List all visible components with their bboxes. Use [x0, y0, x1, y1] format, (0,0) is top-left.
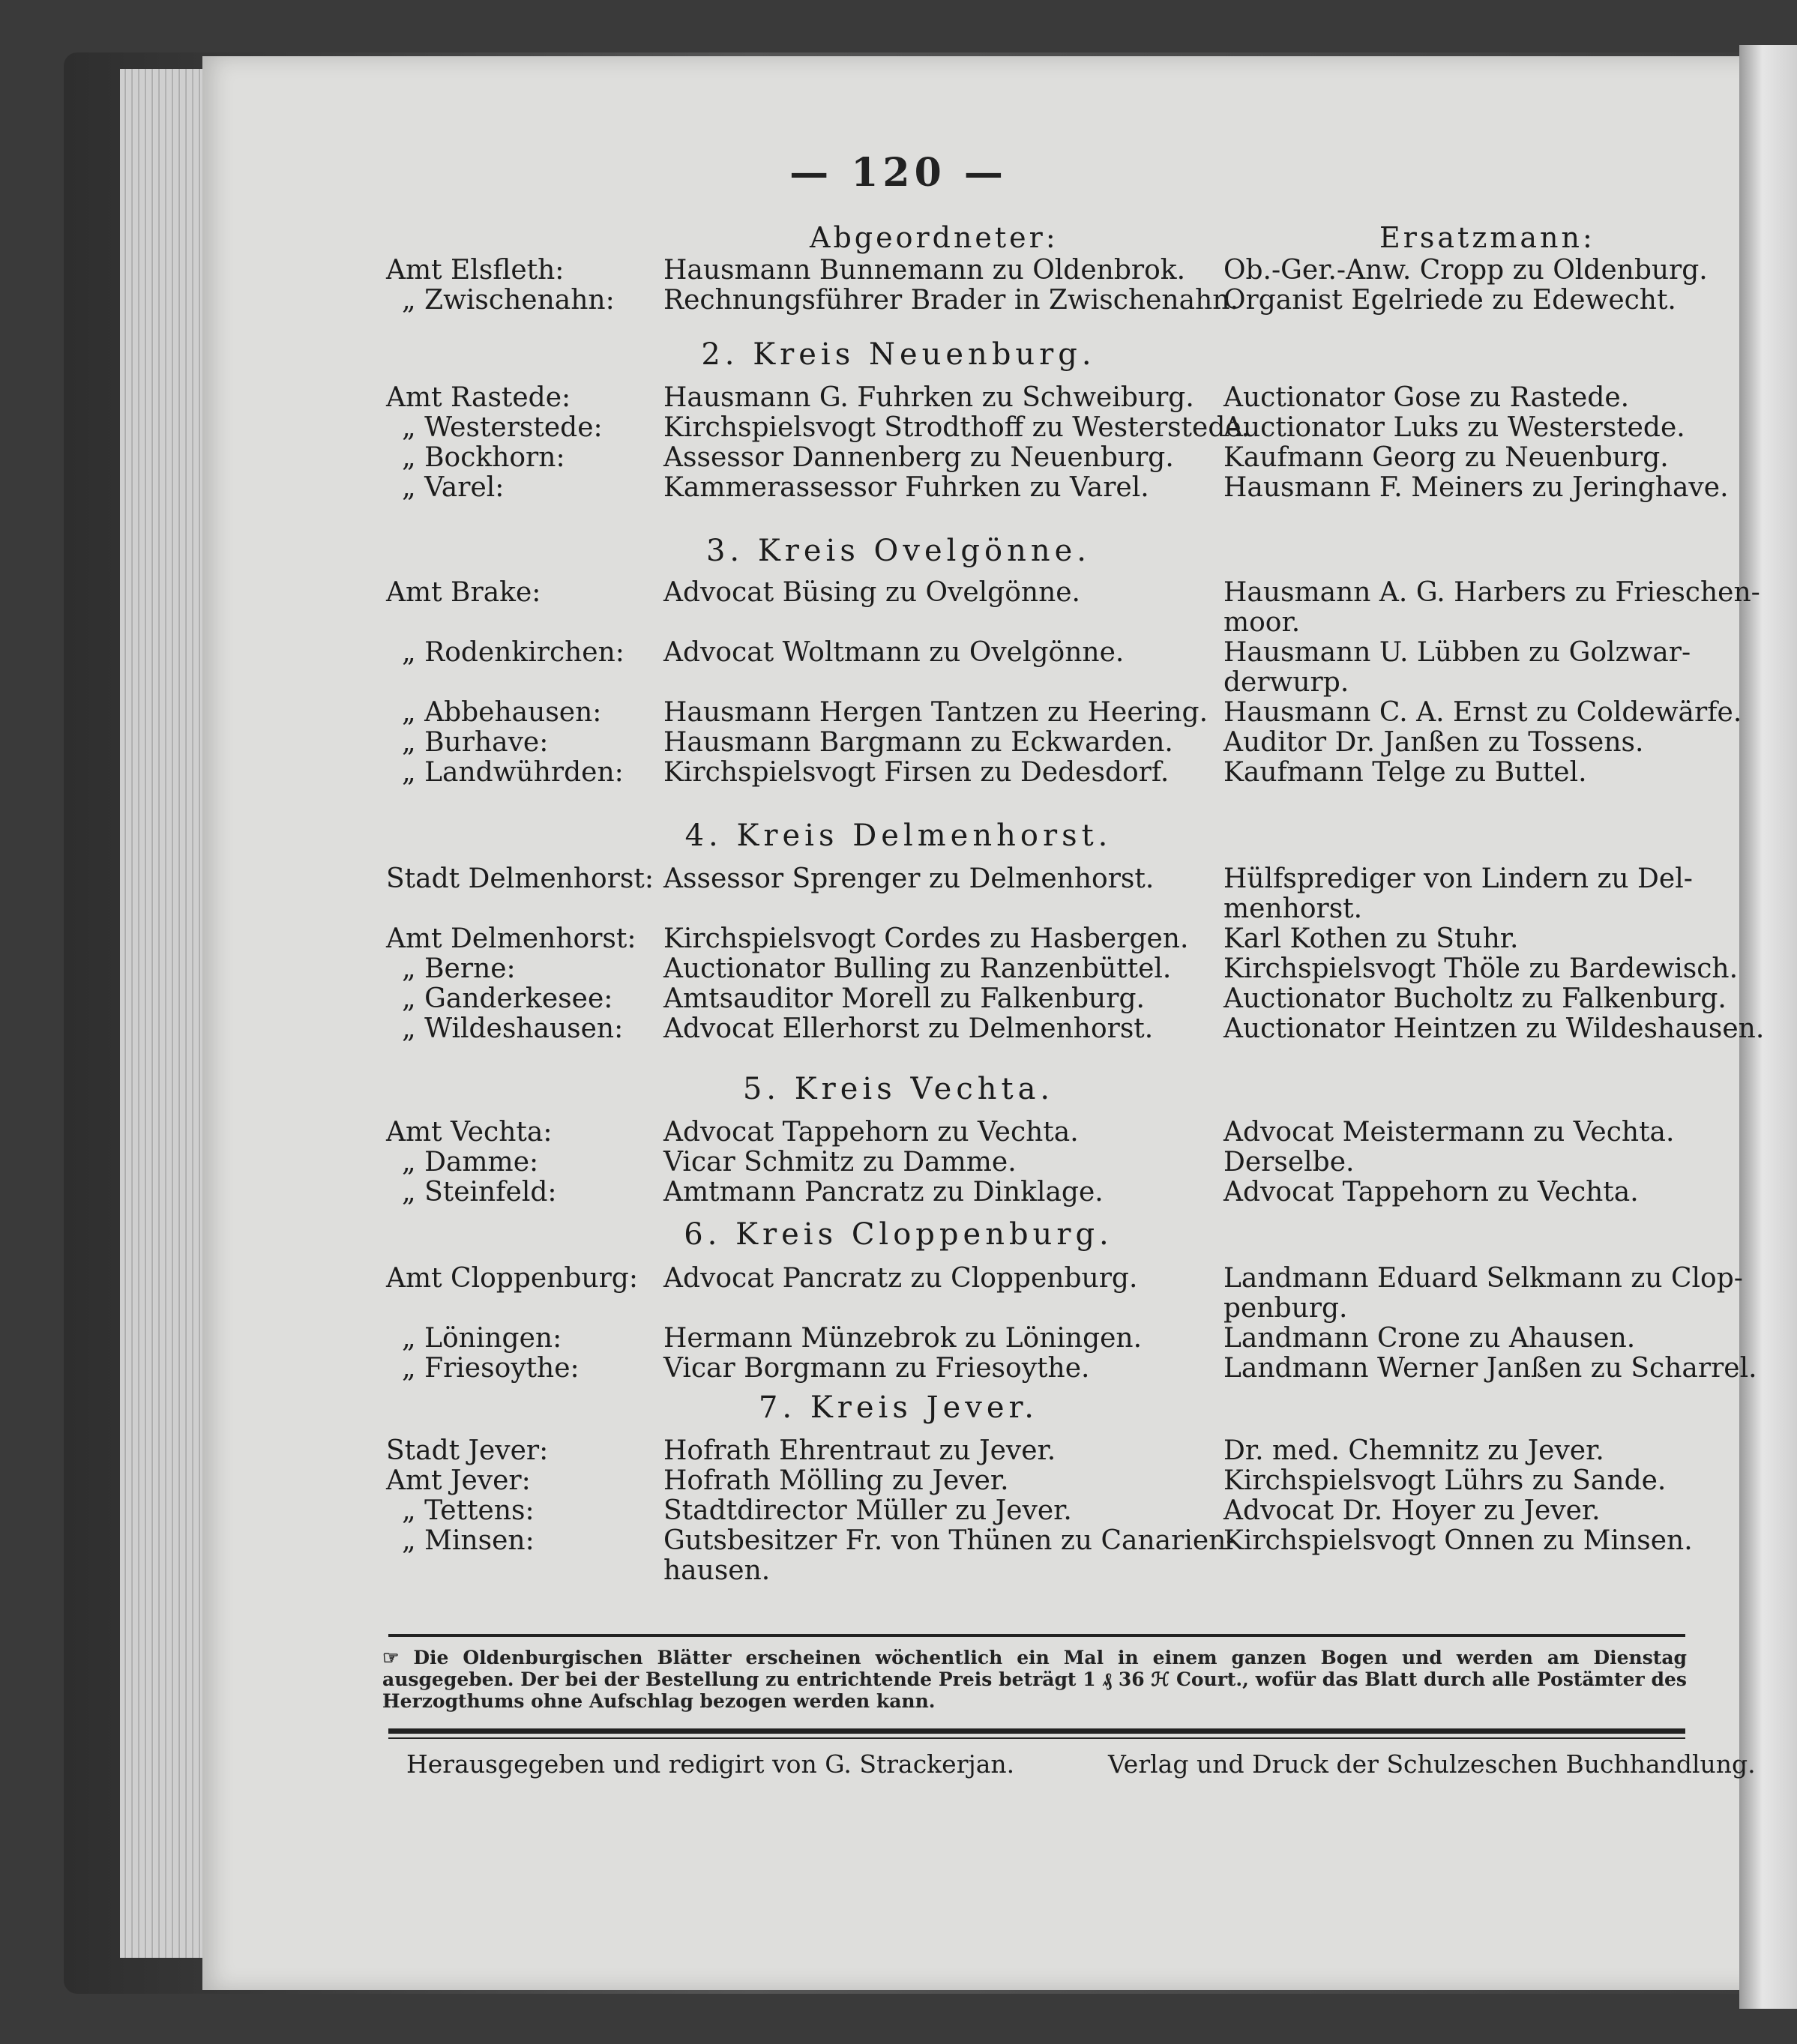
divider-rule-thick [388, 1728, 1685, 1734]
place-name: Stadt Jever: [386, 1435, 549, 1466]
place-name: „ Abbehausen: [402, 697, 602, 728]
substitute-name: Derselbe. [1223, 1147, 1355, 1178]
substitute-name: Kirchspielsvogt Onnen zu Minsen. [1223, 1525, 1693, 1556]
place-name: Amt Jever: [386, 1465, 531, 1496]
delegate-name: Kirchspielsvogt Cordes zu Hasbergen. [663, 923, 1189, 954]
substitute-name-cont: penburg. [1223, 1293, 1348, 1324]
divider-rule [388, 1634, 1685, 1637]
delegate-name: Advocat Pancratz zu Cloppenburg. [663, 1263, 1138, 1294]
substitute-name: Ob.-Ger.-Anw. Cropp zu Oldenburg. [1223, 255, 1708, 286]
substitute-name: Advocat Tappehorn zu Vechta. [1223, 1177, 1639, 1208]
delegate-name: Hermann Münzebrok zu Löningen. [663, 1323, 1143, 1354]
delegate-name: Hausmann G. Fuhrken zu Schweiburg. [663, 382, 1194, 413]
place-name: „ Rodenkirchen: [402, 637, 624, 668]
substitute-name: Auctionator Luks zu Westerstede. [1223, 412, 1685, 443]
header-delegate: Abgeordneter: [810, 221, 1059, 254]
place-name: Amt Cloppenburg: [386, 1263, 638, 1294]
substitute-name: Advocat Dr. Hoyer zu Jever. [1223, 1495, 1601, 1526]
place-name: „ Burhave: [402, 727, 549, 758]
substitute-name-cont: moor. [1223, 607, 1301, 638]
substitute-name: Hausmann A. G. Harbers zu Frieschen- [1223, 577, 1760, 608]
delegate-name: Hausmann Bunnemann zu Oldenbrok. [663, 255, 1186, 286]
substitute-name: Kirchspielsvogt Thöle zu Bardewisch. [1223, 953, 1739, 984]
delegate-name: Kirchspielsvogt Firsen zu Dedesdorf. [663, 757, 1170, 788]
substitute-name: Landmann Werner Janßen zu Scharrel. [1223, 1353, 1757, 1384]
substitute-name: Karl Kothen zu Stuhr. [1223, 923, 1519, 954]
delegate-name: Advocat Tappehorn zu Vechta. [663, 1117, 1079, 1148]
delegate-name: Hofrath Mölling zu Jever. [663, 1465, 1009, 1496]
imprint-editor: Herausgegeben und redigirt von G. Strackerjan. [406, 1749, 1015, 1779]
substitute-name: Hausmann C. A. Ernst zu Coldewärfe. [1223, 697, 1742, 728]
delegate-name: Amtsauditor Morell zu Falkenburg. [663, 983, 1145, 1014]
delegate-name: Kirchspielsvogt Strodthoff zu Westerstede. [663, 412, 1250, 443]
substitute-name: Organist Egelriede zu Edewecht. [1223, 285, 1676, 316]
delegate-name: Amtmann Pancratz zu Dinklage. [663, 1177, 1104, 1208]
place-name: Amt Brake: [386, 577, 541, 608]
substitute-name: Dr. med. Chemnitz zu Jever. [1223, 1435, 1604, 1466]
section-title: 2. Kreis Neuenburg. [701, 337, 1096, 372]
substitute-name: Kaufmann Georg zu Neuenburg. [1223, 442, 1669, 473]
substitute-name: Landmann Eduard Selkmann zu Clop- [1223, 1263, 1743, 1294]
delegate-name-cont: hausen. [663, 1555, 771, 1586]
delegate-name: Assessor Sprenger zu Delmenhorst. [663, 863, 1155, 894]
place-name: Stadt Delmenhorst: [386, 863, 654, 894]
header-substitute: Ersatzmann: [1379, 221, 1595, 254]
place-name: „ Steinfeld: [402, 1177, 557, 1208]
delegate-name: Hausmann Hergen Tantzen zu Heering. [663, 697, 1208, 728]
place-name: „ Wildeshausen: [402, 1013, 624, 1044]
imprint-publisher: Verlag und Druck der Schulzeschen Buchhandlung. [1108, 1749, 1756, 1779]
substitute-name: Advocat Meistermann zu Vechta. [1223, 1117, 1675, 1148]
delegate-name: Auctionator Bulling zu Ranzenbüttel. [663, 953, 1172, 984]
substitute-name: Hausmann F. Meiners zu Jeringhave. [1223, 472, 1729, 503]
place-name: „ Ganderkesee: [402, 983, 613, 1014]
substitute-name: Hausmann U. Lübben zu Golzwar- [1223, 637, 1691, 668]
place-name: „ Varel: [402, 472, 505, 503]
place-name: „ Minsen: [402, 1525, 535, 1556]
place-name: „ Tettens: [402, 1495, 535, 1526]
substitute-name: Kaufmann Telge zu Buttel. [1223, 757, 1587, 788]
divider-rule-thin [388, 1737, 1685, 1739]
place-name: „ Landwührden: [402, 757, 624, 788]
delegate-name: Rechnungsführer Brader in Zwischenahn. [663, 285, 1238, 316]
delegate-name: Assessor Dannenberg zu Neuenburg. [663, 442, 1174, 473]
place-name: Amt Delmenhorst: [386, 923, 636, 954]
place-name: Amt Vechta: [386, 1117, 553, 1148]
section-title: 7. Kreis Jever. [758, 1390, 1038, 1425]
delegate-name: Advocat Ellerhorst zu Delmenhorst. [663, 1013, 1154, 1044]
delegate-name: Hofrath Ehrentraut zu Jever. [663, 1435, 1056, 1466]
delegate-name: Gutsbesitzer Fr. von Thünen zu Canarien- [663, 1525, 1235, 1556]
page-number: — 120 — [789, 150, 1008, 196]
substitute-name: Auctionator Bucholtz zu Falkenburg. [1223, 983, 1727, 1014]
place-name: „ Löningen: [402, 1323, 562, 1354]
substitute-name: Auctionator Heintzen zu Wildeshausen. [1223, 1013, 1765, 1044]
place-name: „ Bockhorn: [402, 442, 565, 473]
substitute-name-cont: menhorst. [1223, 893, 1363, 924]
substitute-name: Hülfsprediger von Lindern zu Del- [1223, 863, 1693, 894]
substitute-name: Auctionator Gose zu Rastede. [1223, 382, 1630, 413]
publication-notice: ☞ Die Oldenburgischen Blätter erscheinen wöchentlich ein Mal in einem ganzen Bogen und werden am Dienstag ausgegeben. Der bei der Bestellung zu entrichtende Preis beträgt 1 ₰ 36 ℋ Court., wofür das Blatt durch alle Postämter des Herzogthums ohne Aufschlag bezogen werden kann. [382, 1647, 1687, 1712]
substitute-name: Landmann Crone zu Ahausen. [1223, 1323, 1636, 1354]
place-name: Amt Rastede: [386, 382, 571, 413]
delegate-name: Advocat Büsing zu Ovelgönne. [663, 577, 1080, 608]
section-title: 3. Kreis Ovelgönne. [705, 534, 1092, 568]
section-title: 6. Kreis Cloppenburg. [684, 1217, 1113, 1252]
delegate-name: Advocat Woltmann zu Ovelgönne. [663, 637, 1125, 668]
place-name: „ Westerstede: [402, 412, 603, 443]
place-name: „ Berne: [402, 953, 516, 984]
place-name: „ Damme: [402, 1147, 539, 1178]
substitute-name: Kirchspielsvogt Lührs zu Sande. [1223, 1465, 1667, 1496]
place-name: Amt Elsfleth: [386, 255, 565, 286]
section-title: 5. Kreis Vechta. [742, 1072, 1055, 1106]
substitute-name: Auditor Dr. Janßen zu Tossens. [1223, 727, 1644, 758]
delegate-name: Hausmann Bargmann zu Eckwarden. [663, 727, 1173, 758]
place-name: „ Zwischenahn: [402, 285, 615, 316]
delegate-name: Kammerassessor Fuhrken zu Varel. [663, 472, 1149, 503]
place-name: „ Friesoythe: [402, 1353, 580, 1384]
delegate-name: Stadtdirector Müller zu Jever. [663, 1495, 1072, 1526]
delegate-name: Vicar Borgmann zu Friesoythe. [663, 1353, 1090, 1384]
delegate-name: Vicar Schmitz zu Damme. [663, 1147, 1017, 1178]
substitute-name-cont: derwurp. [1223, 667, 1349, 698]
section-title: 4. Kreis Delmenhorst. [684, 818, 1113, 853]
